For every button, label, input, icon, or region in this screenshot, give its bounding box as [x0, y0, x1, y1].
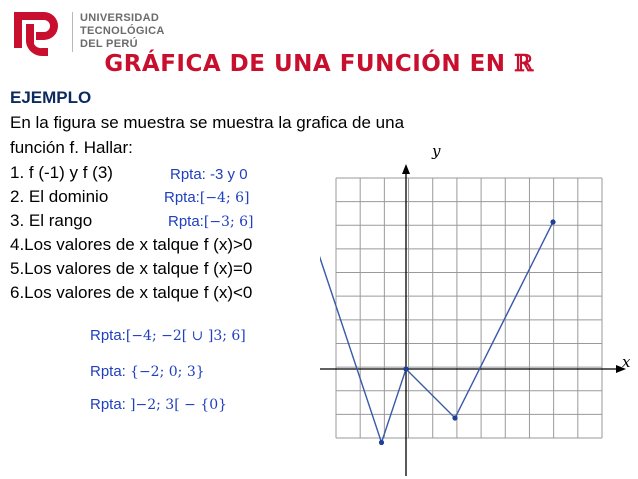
- answer-4-math: [−4; −2[ ∪ ]3; 6]: [125, 328, 246, 344]
- logo-separator: [72, 12, 73, 52]
- vertex-point: [379, 440, 384, 445]
- intro-line-1: En la figura se muestra se muestra la grafica de una: [10, 113, 405, 132]
- question-1: 1. f (-1) y f (3): [10, 163, 113, 182]
- answer-3-math: [−3; 6]: [203, 214, 254, 230]
- real-numbers-symbol: ℝ: [514, 50, 534, 77]
- y-axis-label: y: [432, 142, 441, 160]
- question-6: 6.Los valores de x talque f (x)<0: [10, 283, 253, 302]
- answer-6-math: ]−2; 3[ − {0}: [130, 397, 228, 413]
- answer-5-math: {−2; 0; 3}: [130, 364, 205, 380]
- answer-6-label: Rpta:: [90, 396, 131, 413]
- graph-grid: [336, 178, 602, 438]
- example-heading: EJEMPLO: [10, 88, 92, 107]
- logo-line-1: UNIVERSIDAD: [80, 12, 160, 24]
- logo-text: [80, 12, 165, 51]
- answer-4-label: Rpta:: [90, 327, 126, 344]
- y-axis-arrow: [402, 164, 410, 174]
- answer-2-math: [−4; 6]: [199, 190, 250, 206]
- question-2: 2. El dominio: [10, 187, 109, 206]
- answer-6: [90, 396, 227, 413]
- answer-3: [168, 213, 254, 230]
- slide-title: [0, 50, 638, 77]
- answer-5: [90, 363, 205, 380]
- answer-2-label: Rpta:: [164, 189, 200, 206]
- answer-2: [164, 189, 250, 206]
- question-4: 4.Los valores de x talque f (x)>0: [10, 235, 253, 254]
- logo-line-2: TECNOLÓGICA: [80, 25, 165, 37]
- slide-title-text: GRÁFICA DE UNA FUNCIÓN EN: [104, 51, 515, 77]
- vertex-point: [403, 366, 408, 371]
- x-axis-label: x: [622, 353, 631, 371]
- answer-4: [90, 327, 246, 344]
- graph-curve: [320, 219, 556, 445]
- question-3: 3. El rango: [10, 211, 93, 230]
- intro-line-2: función f. Hallar:: [10, 138, 133, 157]
- answer-5-label: Rpta:: [90, 363, 131, 380]
- answer-3-label: Rpta:: [168, 213, 204, 230]
- vertex-point: [550, 219, 555, 224]
- answer-1: Rpta: -3 y 0: [170, 166, 248, 183]
- utp-logo-mark: [8, 4, 68, 56]
- function-graph: [320, 138, 638, 479]
- function-curve: [320, 222, 553, 443]
- vertex-point: [452, 415, 457, 420]
- logo-line-3: DEL PERÚ: [80, 38, 138, 50]
- question-5: 5.Los valores de x talque f (x)=0: [10, 259, 253, 278]
